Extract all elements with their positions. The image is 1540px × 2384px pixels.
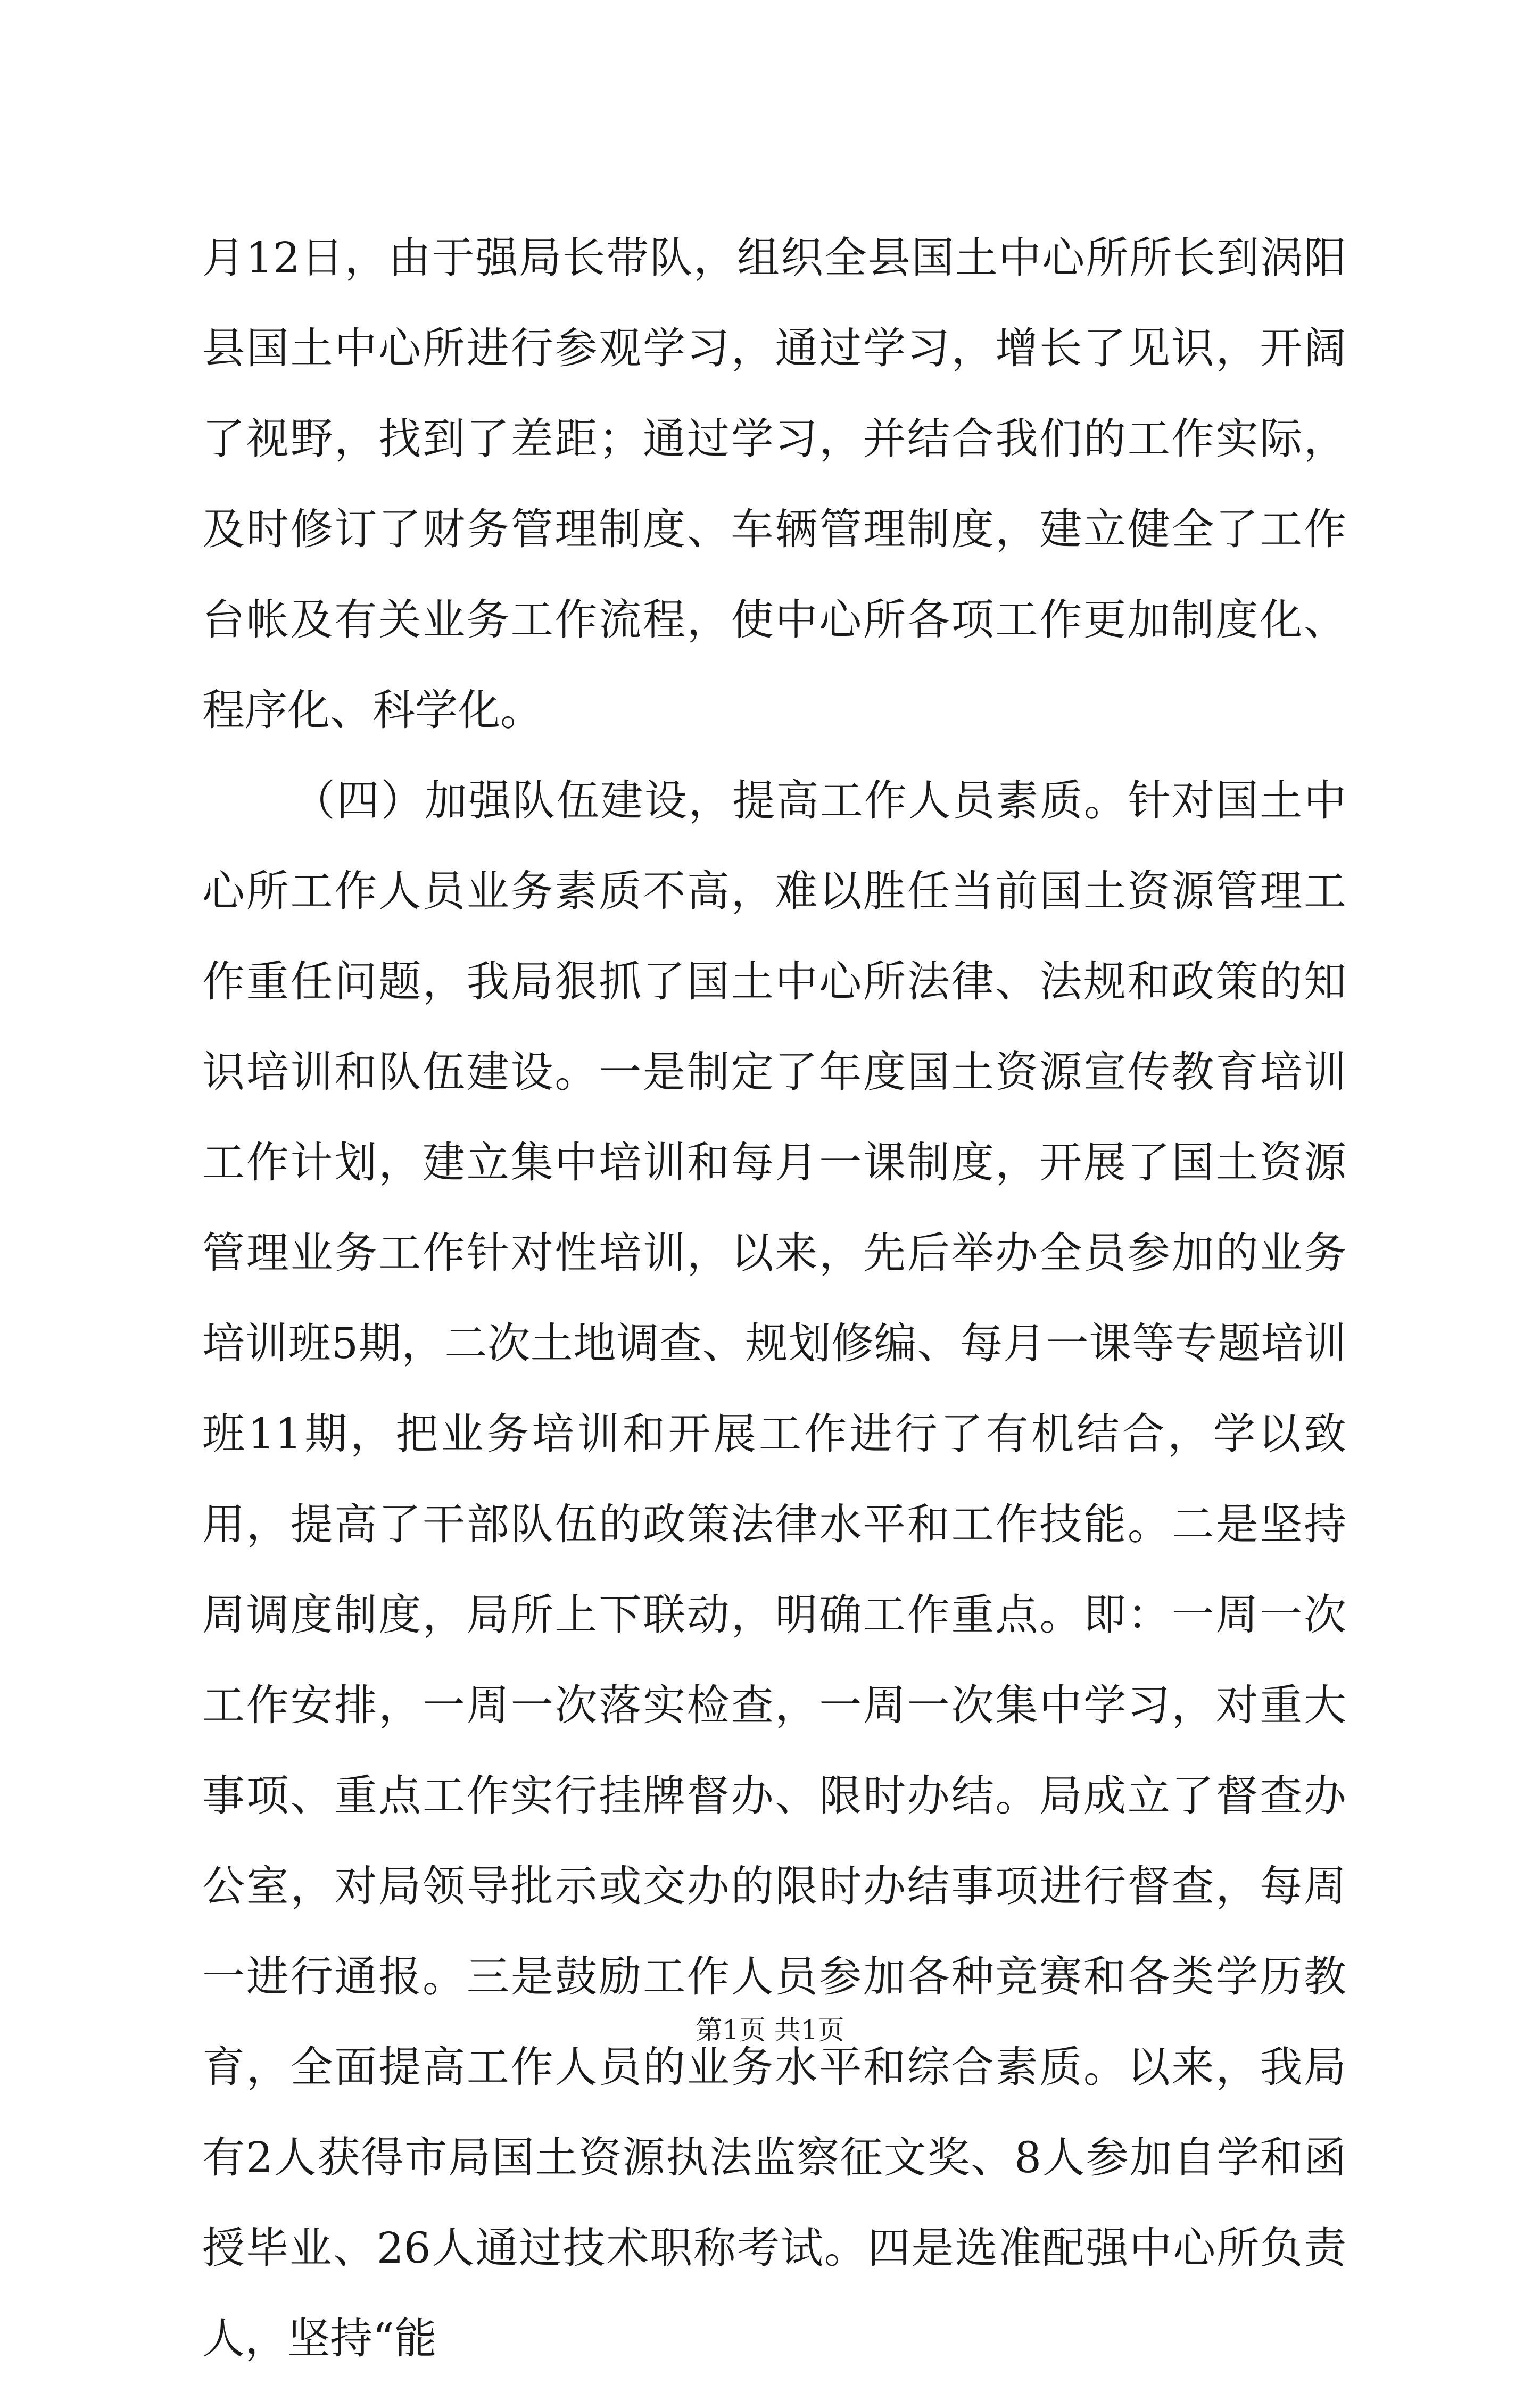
paragraph-continuation: 月12日，由于强局长带队，组织全县国土中心所所长到涡阳县国土中心所进行参观学习，通过学习，增长了见识，开阔了视野，找到了差距；通过学习，并结合我们的工作实际，及时修订了财务管理制度、车辆管理制度，建立健全了工作台帐及有关业务工作流程，使中心所各项工作更加制度化、程序化、科学化。	[202, 233, 1346, 735]
page-footer: 第1页 共1页	[696, 2015, 844, 2046]
paragraph-section-four: （四）加强队伍建设，提高工作人员素质。针对国土中心所工作人员业务素质不高，难以胜任当前国土资源管理工作重任问题，我局狠抓了国土中心所法律、法规和政策的知识培训和队伍建设。一是制定了年度国土资源宣传教育培训工作计划，建立集中培训和每月一课制度，开展了国土资源管理业务工作针对性培训，以来，先后举办全员参加的业务培训班5期，二次土地调查、规划修编、每月一课等专题培训班11期，把业务培训和开展工作进行了有机结合，学以致用，提高了干部队伍的政策法律水平和工作技能。二是坚持周调度制度，局所上下联动，明确工作重点。即：一周一次工作安排，一周一次落实检查，一周一次集中学习，对重大事项、重点工作实行挂牌督办、限时办结。局成立了督查办公室，对局领导批示或交办的限时办结事项进行督查，每周一进行通报。三是鼓励工作人员参加各种竞赛和各类学历教育，全面提高工作人员的业务水平和综合素质。以来，我局有2人获得市局国土资源执法监察征文奖、8人参加自学和函授毕业、26人通过技术职称考试。四是选准配强中心所负责人，坚持“能	[202, 776, 1346, 2363]
document-body	[202, 213, 1346, 2384]
